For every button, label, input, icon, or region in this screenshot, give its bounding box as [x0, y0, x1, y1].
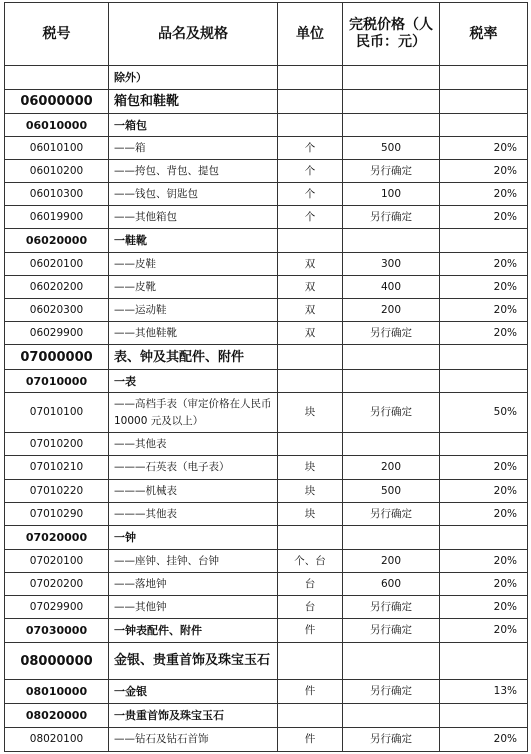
row-unit: [278, 433, 343, 456]
row-rate: 20%: [440, 573, 528, 596]
row-unit: 双: [278, 276, 343, 299]
table-row: [5, 276, 528, 299]
table-row: [5, 66, 528, 90]
row-name: ——落地钟: [109, 573, 278, 596]
row-name: ——其他表: [109, 433, 278, 456]
row-price: 100: [343, 183, 440, 206]
row-unit: 个: [278, 206, 343, 229]
row-price: 另行确定: [343, 728, 440, 752]
row-code: 07030000: [5, 619, 109, 643]
row-price: [343, 66, 440, 90]
row-price: [343, 704, 440, 728]
row-name: 一表: [109, 370, 278, 393]
row-unit: 块: [278, 503, 343, 526]
row-rate: 20%: [440, 183, 528, 206]
row-unit: [278, 114, 343, 137]
row-price: 200: [343, 456, 440, 480]
row-rate: [440, 643, 528, 680]
row-name: ——挎包、背包、提包: [109, 160, 278, 183]
row-code: 08000000: [5, 643, 109, 680]
row-name: ——高档手表（审定价格在人民币 10000 元及以上）: [109, 393, 278, 433]
row-unit: 个: [278, 160, 343, 183]
row-unit: 双: [278, 253, 343, 276]
header-price: 完税价格（人民币：元）: [343, 3, 440, 66]
row-code: 07010210: [5, 456, 109, 480]
row-unit: [278, 229, 343, 253]
row-name: 一钟: [109, 526, 278, 550]
table-row: [5, 643, 528, 680]
row-code: 06029900: [5, 322, 109, 345]
table-row: [5, 596, 528, 619]
row-rate: 20%: [440, 160, 528, 183]
row-unit: 个: [278, 183, 343, 206]
row-unit: 双: [278, 299, 343, 322]
table-row: [5, 704, 528, 728]
table-row: [5, 550, 528, 573]
row-price: 另行确定: [343, 206, 440, 229]
row-code: 07010100: [5, 393, 109, 433]
row-name: ———其他表: [109, 503, 278, 526]
table-row: [5, 322, 528, 345]
row-rate: 20%: [440, 322, 528, 345]
row-rate: 20%: [440, 276, 528, 299]
row-code: 07010000: [5, 370, 109, 393]
row-name: 一箱包: [109, 114, 278, 137]
table-row: [5, 503, 528, 526]
header-row: [5, 3, 528, 66]
row-rate: [440, 345, 528, 370]
row-code: 06010100: [5, 137, 109, 160]
row-code: 07020000: [5, 526, 109, 550]
row-unit: [278, 526, 343, 550]
row-price: [343, 114, 440, 137]
table-row: [5, 728, 528, 752]
row-name: ——其他箱包: [109, 206, 278, 229]
row-price: [343, 229, 440, 253]
table-row: [5, 480, 528, 503]
row-code: 07020200: [5, 573, 109, 596]
row-rate: 50%: [440, 393, 528, 433]
row-rate: [440, 114, 528, 137]
table-row: [5, 137, 528, 160]
row-code: 07020100: [5, 550, 109, 573]
table-row: [5, 393, 528, 433]
row-rate: 20%: [440, 728, 528, 752]
header-code: 税号: [5, 3, 109, 66]
table-row: [5, 206, 528, 229]
row-rate: 13%: [440, 680, 528, 704]
table-row: [5, 370, 528, 393]
row-code: 08020100: [5, 728, 109, 752]
row-name: 一金银: [109, 680, 278, 704]
row-rate: [440, 229, 528, 253]
row-unit: [278, 90, 343, 114]
row-name: ——皮鞋: [109, 253, 278, 276]
row-name: ——其他鞋靴: [109, 322, 278, 345]
row-code: 06020200: [5, 276, 109, 299]
tariff-table-container: [4, 2, 528, 752]
row-name: 一贵重首饰及珠宝玉石: [109, 704, 278, 728]
row-name: 一鞋靴: [109, 229, 278, 253]
row-code: 08020000: [5, 704, 109, 728]
row-price: 600: [343, 573, 440, 596]
row-code: 06020300: [5, 299, 109, 322]
row-unit: [278, 643, 343, 680]
row-rate: [440, 90, 528, 114]
row-unit: 台: [278, 596, 343, 619]
header-name: 品名及规格: [109, 3, 278, 66]
row-price: 另行确定: [343, 503, 440, 526]
row-name: ——其他钟: [109, 596, 278, 619]
row-code: 07010200: [5, 433, 109, 456]
row-name: 除外）: [109, 66, 278, 90]
row-code: 06020100: [5, 253, 109, 276]
header-unit: 单位: [278, 3, 343, 66]
table-row: [5, 619, 528, 643]
row-price: 另行确定: [343, 596, 440, 619]
row-code: 06010200: [5, 160, 109, 183]
row-price: [343, 433, 440, 456]
row-price: [343, 90, 440, 114]
row-rate: [440, 370, 528, 393]
row-rate: 20%: [440, 137, 528, 160]
row-unit: 块: [278, 456, 343, 480]
table-row: [5, 253, 528, 276]
row-unit: 块: [278, 480, 343, 503]
row-code: 08010000: [5, 680, 109, 704]
table-row: [5, 680, 528, 704]
table-row: [5, 114, 528, 137]
row-code: 06019900: [5, 206, 109, 229]
row-rate: 20%: [440, 456, 528, 480]
row-rate: [440, 66, 528, 90]
table-row: [5, 433, 528, 456]
table-row: [5, 183, 528, 206]
row-price: 200: [343, 299, 440, 322]
row-unit: 件: [278, 728, 343, 752]
row-rate: [440, 433, 528, 456]
table-row: [5, 526, 528, 550]
table-row: [5, 229, 528, 253]
row-unit: [278, 370, 343, 393]
row-price: 另行确定: [343, 680, 440, 704]
row-rate: 20%: [440, 206, 528, 229]
row-code: 07029900: [5, 596, 109, 619]
row-unit: 件: [278, 680, 343, 704]
row-rate: 20%: [440, 619, 528, 643]
row-code: 06020000: [5, 229, 109, 253]
row-name: 一钟表配件、附件: [109, 619, 278, 643]
row-rate: 20%: [440, 596, 528, 619]
row-unit: 台: [278, 573, 343, 596]
row-code: 06010300: [5, 183, 109, 206]
row-unit: 个: [278, 137, 343, 160]
row-name: ——钻石及钻石首饰: [109, 728, 278, 752]
row-price: [343, 643, 440, 680]
table-row: [5, 90, 528, 114]
row-rate: 20%: [440, 253, 528, 276]
row-name: ——运动鞋: [109, 299, 278, 322]
row-unit: 件: [278, 619, 343, 643]
row-name: ——钱包、钥匙包: [109, 183, 278, 206]
row-name: ———机械表: [109, 480, 278, 503]
row-rate: 20%: [440, 480, 528, 503]
row-rate: 20%: [440, 550, 528, 573]
row-rate: 20%: [440, 503, 528, 526]
row-price: 500: [343, 137, 440, 160]
row-rate: 20%: [440, 299, 528, 322]
row-name: ——箱: [109, 137, 278, 160]
table-row: [5, 160, 528, 183]
row-code: 07000000: [5, 345, 109, 370]
row-name: 金银、贵重首饰及珠宝玉石: [109, 643, 278, 680]
row-price: [343, 526, 440, 550]
row-price: 另行确定: [343, 619, 440, 643]
row-rate: [440, 526, 528, 550]
row-code: [5, 66, 109, 90]
row-name: 箱包和鞋靴: [109, 90, 278, 114]
row-rate: [440, 704, 528, 728]
row-name: ——皮靴: [109, 276, 278, 299]
row-unit: [278, 704, 343, 728]
row-price: 另行确定: [343, 160, 440, 183]
header-rate: 税率: [440, 3, 528, 66]
row-price: 500: [343, 480, 440, 503]
row-price: 另行确定: [343, 322, 440, 345]
row-price: [343, 345, 440, 370]
table-row: [5, 573, 528, 596]
row-code: 07010290: [5, 503, 109, 526]
row-price: 300: [343, 253, 440, 276]
table-row: [5, 456, 528, 480]
row-unit: 个、台: [278, 550, 343, 573]
row-unit: 双: [278, 322, 343, 345]
row-price: 另行确定: [343, 393, 440, 433]
row-unit: 块: [278, 393, 343, 433]
row-code: 06010000: [5, 114, 109, 137]
tariff-table: [4, 2, 528, 752]
row-name: 表、钟及其配件、附件: [109, 345, 278, 370]
row-code: 07010220: [5, 480, 109, 503]
row-name: ———石英表（电子表）: [109, 456, 278, 480]
table-row: [5, 345, 528, 370]
row-code: 06000000: [5, 90, 109, 114]
row-price: [343, 370, 440, 393]
row-unit: [278, 66, 343, 90]
row-unit: [278, 345, 343, 370]
row-price: 400: [343, 276, 440, 299]
row-price: 200: [343, 550, 440, 573]
table-row: [5, 299, 528, 322]
row-name: ——座钟、挂钟、台钟: [109, 550, 278, 573]
